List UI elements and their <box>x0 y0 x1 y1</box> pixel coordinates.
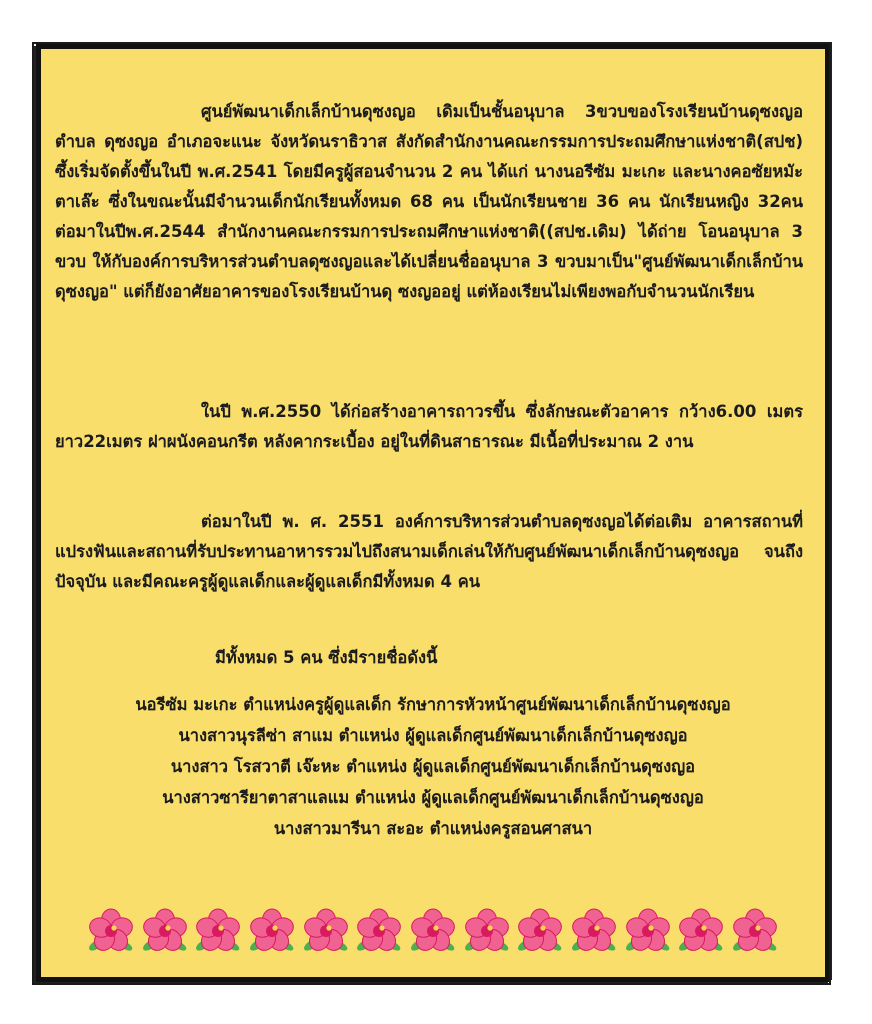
hibiscus-flower-icon <box>731 907 779 955</box>
building-paragraph-block <box>55 397 803 457</box>
staff-list-item: นางสาวซารียาตาสาแลแม ตำแหน่ง ผู้ดูแลเด็กศูนย์พัฒนาเด็กเล็กบ้านดุซงญอ <box>162 788 704 807</box>
hibiscus-flower-icon <box>677 907 725 955</box>
staff-list-item: นางสาวมารีนา สะอะ ตำแหน่งครูสอนศาสนา <box>273 819 593 838</box>
document-frame <box>36 44 830 982</box>
expansion-paragraph-block <box>55 507 803 597</box>
history-paragraph-block <box>55 97 803 307</box>
staff-summary-block <box>55 643 803 673</box>
expansion-paragraph: ต่อมาในปี พ. ศ. 2551 องค์การบริหารส่วนตำบลดุซงญอได้ต่อเติม อาคารสถานที่แปรงฟันและสถานที่รับประทานอาหารรวมไปถึงสนามเด็กเล่นให้กับศูนย์พัฒนาเด็กเล็กบ้านดุซงญอ จนถึงปัจจุบัน และมีคณะครูผู้ดูแลเด็กและผู้ดูแลเด็กมีทั้งหมด 4 คน <box>55 512 803 591</box>
staff-list-item: นางสาว โรสวาตี เจ๊ะหะ ตำแหน่ง ผู้ดูแลเด็กศูนย์พัฒนาเด็กเล็กบ้านดุซงญอ <box>170 757 696 776</box>
hibiscus-flower-row <box>87 907 779 955</box>
history-paragraph: ศูนย์พัฒนาเด็กเล็กบ้านดุซงญอ เดิมเป็นชั้นอนุบาล 3ขวบของโรงเรียนบ้านดุซงญอ ตำบล ดุซงญอ อำเภอจะแนะ จังหวัดนราธิวาส สังกัดสำนักงานคณะกรรมการประถมศึกษาแห่งชาติ(สปช) ซึ้งเริ่มจัดตั้งขึ้นในปี พ.ศ.2541 โดยมีครูผู้สอนจำนวน 2 คน ได้แก่ นางนอรีซัม มะเกะ และนางคอซัยหมัะ ตาเล๊ะ ซึ่งในขณะนั้นมีจำนวนเด็กนักเรียนทั้งหมด 68 คน เป็นนักเรียนชาย 36 คน นักเรียนหญิง 32คน ต่อมาในปีพ.ศ.2544 สำนักงานคณะกรรมการประถมศึกษาแห่งชาติ((สปช.เดิม) ได้ถ่าย โอนอนุบาล 3 ขวบ ให้กับองค์การบริหารส่วนตำบลดุซงญอและได้เปลี่ยนชื่ออนุบาล 3 ขวบมาเป็น"ศูนย์พัฒนาเด็กเล็กบ้านดุซงญอ" แต่ก็ยังอาศัยอาคารของโรงเรียนบ้านดุ ซงญออยู่ แต่ห้องเรียนไม่เพียงพอกับจำนวนนักเรียน <box>55 102 803 301</box>
hibiscus-flower-icon <box>409 907 457 955</box>
hibiscus-flower-icon <box>463 907 511 955</box>
hibiscus-flower-icon <box>355 907 403 955</box>
hibiscus-flower-icon <box>570 907 618 955</box>
staff-summary: มีทั้งหมด 5 คน ซึ่งมีรายชื่อดังนี้ <box>215 648 438 667</box>
building-paragraph: ในปี พ.ศ.2550 ได้ก่อสร้างอาคารถาวรขึ้น ซึ่งลักษณะตัวอาคาร กว้าง6.00 เมตรยาว22เมตร ฝาผนังคอนกรีต หลังคากระเบื้อง อยู่ในที่ดินสาธารณะ มีเนื้อที่ประมาณ 2 งาน <box>55 402 803 451</box>
hibiscus-flower-icon <box>141 907 189 955</box>
staff-list <box>41 689 825 844</box>
hibiscus-flower-icon <box>194 907 242 955</box>
hibiscus-flower-icon <box>302 907 350 955</box>
staff-list-item: นอรีซัม มะเกะ ตำแหน่งครูผู้ดูแลเด็ก รักษาการหัวหน้าศูนย์พัฒนาเด็กเล็กบ้านดุซงญอ <box>135 695 731 714</box>
hibiscus-flower-icon <box>248 907 296 955</box>
hibiscus-flower-icon <box>516 907 564 955</box>
hibiscus-flower-icon <box>624 907 672 955</box>
hibiscus-flower-icon <box>87 907 135 955</box>
staff-list-item: นางสาวนุรลีซ่า สาแม ตำแหน่ง ผู้ดูแลเด็กศูนย์พัฒนาเด็กเล็กบ้านดุซงญอ <box>178 726 688 745</box>
